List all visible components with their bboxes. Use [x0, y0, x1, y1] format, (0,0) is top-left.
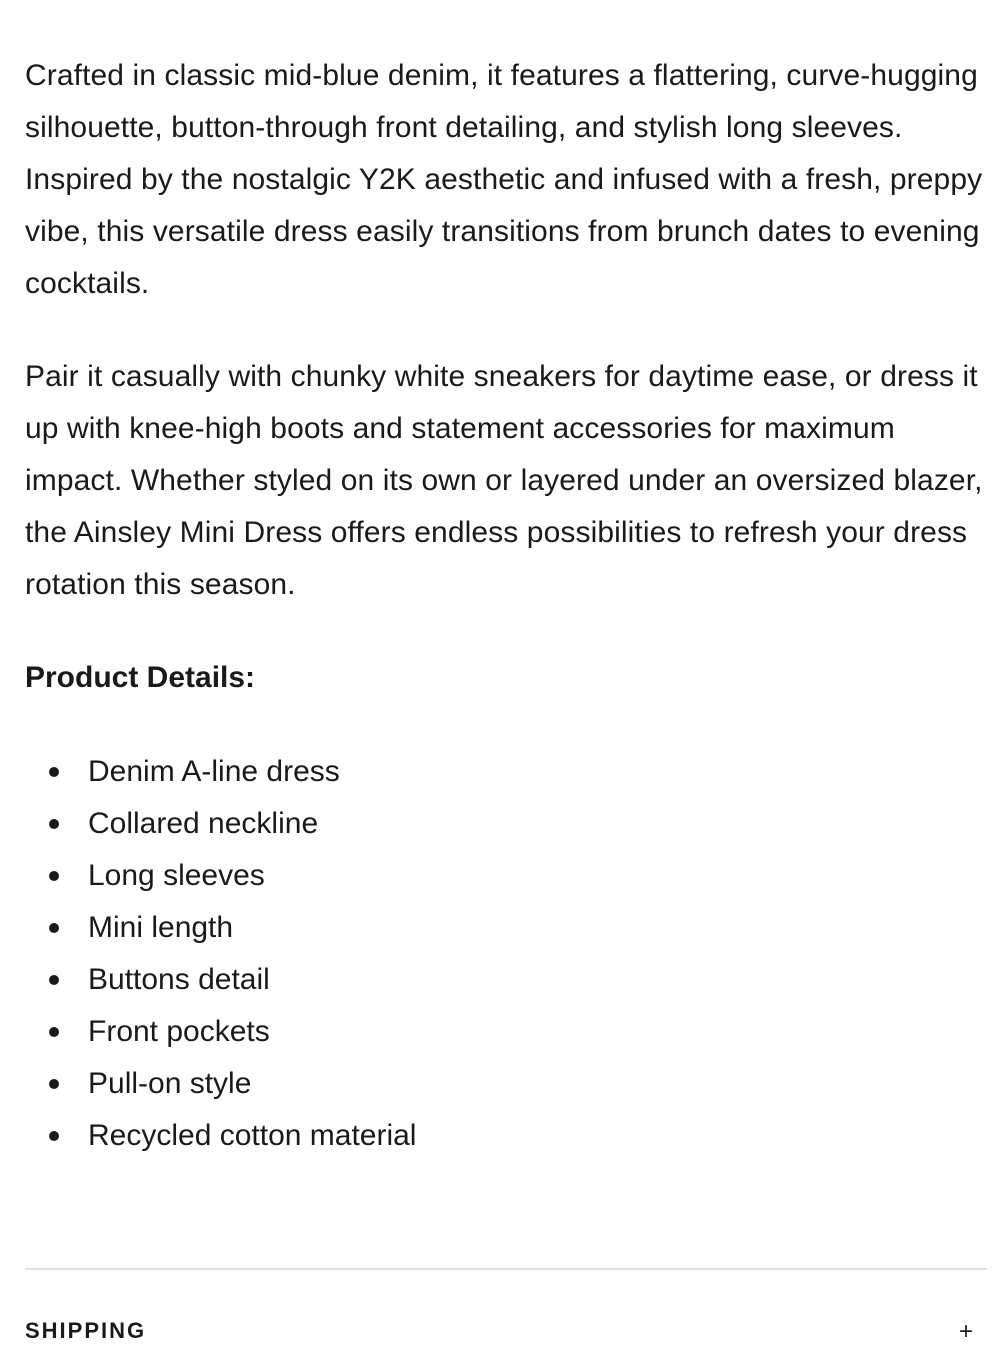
plus-icon[interactable]: + [958, 1318, 973, 1345]
list-item [25, 850, 985, 902]
list-item [25, 798, 985, 850]
shipping-accordion-label: SHIPPING [25, 1318, 147, 1343]
list-item-label: Collared neckline [88, 807, 319, 840]
list-item-label: Pull-on style [88, 1067, 252, 1100]
bullet-icon [49, 1027, 59, 1037]
list-item [25, 1110, 985, 1162]
list-item-label: Mini length [88, 911, 234, 944]
list-item-label: Long sleeves [88, 859, 265, 892]
product-details-heading: Product Details: [25, 661, 256, 694]
list-item-label: Recycled cotton material [88, 1119, 417, 1152]
shipping-accordion-toggle[interactable] [25, 1318, 987, 1348]
list-item [25, 1006, 985, 1058]
product-description [25, 50, 985, 1162]
description-paragraph-1: Crafted in classic mid-blue denim, it features a flattering, curve-hugging silhouette, button-through front detailing, and stylish long sleeves. Inspired by the nostalgic Y2K aesthetic and infused with a fresh, preppy vibe, this versatile dress easily transitions from brunch dates to evening cocktails. [25, 59, 983, 300]
bullet-icon [49, 975, 59, 985]
description-paragraph-2: Pair it casually with chunky white sneakers for daytime ease, or dress it up with knee-high boots and statement accessories for maximum impact. Whether styled on its own or layered under an oversized blazer, the Ainsley Mini Dress offers endless possibilities to refresh your dress rotation this season. [25, 360, 983, 601]
bullet-icon [49, 871, 59, 881]
bullet-icon [49, 819, 59, 829]
product-details-list [25, 746, 985, 1162]
list-item-label: Front pockets [88, 1015, 270, 1048]
bullet-icon [49, 1079, 59, 1089]
list-item-label: Denim A-line dress [88, 755, 340, 788]
list-item [25, 1058, 985, 1110]
list-item [25, 954, 985, 1006]
bullet-icon [49, 923, 59, 933]
list-item [25, 746, 985, 798]
bullet-icon [49, 767, 59, 777]
section-divider [25, 1268, 987, 1270]
list-item-label: Buttons detail [88, 963, 270, 996]
list-item [25, 902, 985, 954]
bullet-icon [49, 1131, 59, 1141]
